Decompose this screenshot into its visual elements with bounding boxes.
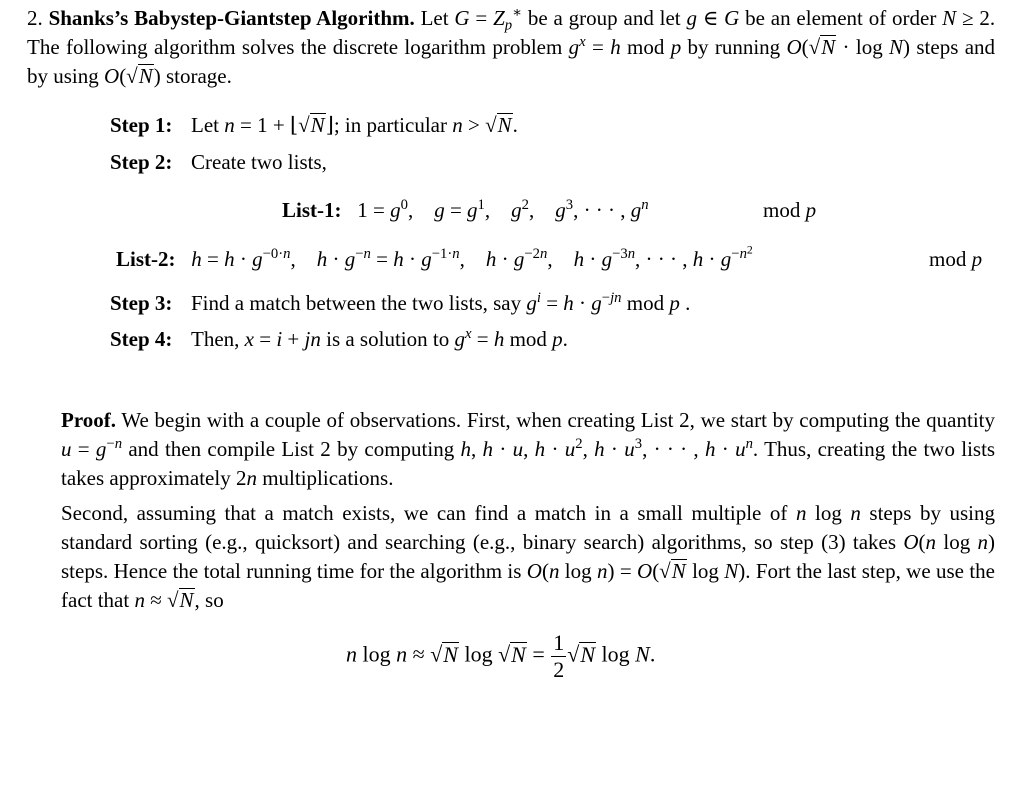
problem-title: Shanks’s Babystep-Giantstep Algorithm. (48, 6, 415, 30)
step-4-text: Then, x = i + jn is a solution to $g^x = h$ mod p. (191, 325, 568, 351)
list-1-row: List-1: $1 = g^0$, $g = g^1$, $g^2$, $g^3$, · · · , $g^n$ (282, 196, 649, 222)
list-1-mod: mod p (763, 198, 817, 222)
list-1-label: List-1: (282, 198, 342, 222)
one-half-fraction: $\frac{1}{2}$ (553, 630, 565, 682)
proof-paragraph-2: Second, assuming that a match exists, we can find a match in a small multiple of n log n steps by using standard sorting (e.g., quicksort) and searching (e.g., binary search) algorithms, so step (3) takes O(n log n) steps. Hence the total running time for the algorithm is O(n log n) = O(√N log N). Fort the last step, we use the fact that n ≈ √N, so (61, 501, 996, 612)
problem-statement: 2. Shanks’s Babystep-Giantstep Algorithm. Let $G = Z_p^∗$ be a group and let g ∈ G be an element of order N ≥ 2. The following algorithm solves the discrete logarithm problem $g^x = h$ mod p by running O(√N · log N) steps and by using O(√N) storage. (27, 4, 996, 88)
step-2-text: Create two lists, (191, 150, 327, 174)
step-2-label: Step 2: (110, 150, 173, 174)
step-1-text: Let n = 1 + ⌊√N⌋; in particular n > √N. (191, 113, 518, 137)
list-2-row: List-2: $h = h \cdot g^{-0\cdot n}$, $h \cdot g^{-n} = h \cdot g^{-1\cdot n}$, $h \cdot g^{-2n}$, $h \cdot g^{-3n}$, · · · , $h \cdot g^{-n^2}$ (116, 243, 753, 271)
step-4-label: Step 4: (110, 327, 173, 351)
step-3-text: Find a match between the two lists, say $g^i = h \cdot g^{-jn}$ mod p . (191, 289, 691, 315)
proof-paragraph-1: Proof. We begin with a couple of observations. First, when creating List 2, we start by computing the quantity $u = g^{-n}$ and then compile List 2 by computing h, h · u, $h \cdot u^2$, $h \cdot u^3$, · · · , $h \cdot u^n$. Thus, creating the two lists takes approximately 2n multiplications. (61, 408, 996, 490)
list-2-label: List-2: (116, 247, 176, 271)
step-1-label: Step 1: (110, 113, 173, 137)
list-2-mod: mod p (929, 247, 983, 271)
step-3-label: Step 3: (110, 291, 173, 315)
display-equation: n log n ≈ √N log √N = $\frac{1}{2}$ √N log N. (346, 630, 656, 682)
proof-label: Proof. (61, 408, 117, 432)
problem-number: 2. (27, 6, 43, 30)
